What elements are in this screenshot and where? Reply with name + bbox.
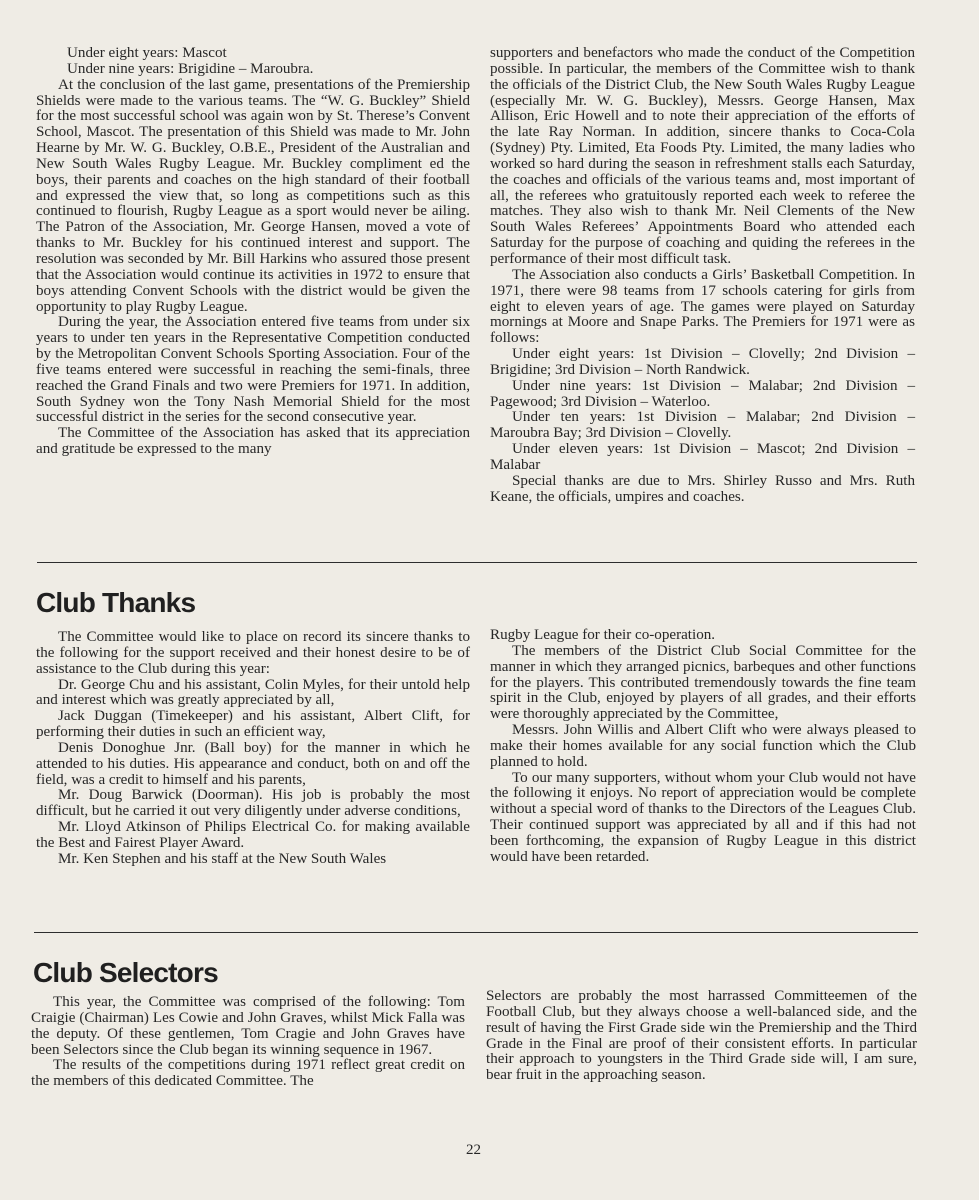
paragraph: The members of the District Club Social Committee for the manner in which they arranged picnics, barbeques and other functions for the players. This contributed tremendously towards the fine team spirit in the Club, enjoyed by players of all grades, and their efforts were thoroughly appreciated by the Committee, [490,642,916,723]
paragraph: Under eight years: Mascot [67,45,227,61]
section-divider [34,932,918,933]
paragraph: Under nine years: 1st Division – Malabar; 2nd Division – Pagewood; 3rd Division – Waterloo. [490,377,915,410]
paragraph: Jack Duggan (Timekeeper) and his assistant, Albert Clift, for performing their duties in such an efficient way, [36,708,470,741]
paragraph: To our many supporters, without whom your Club would not have the following it enjoys. No report of appreciation would be complete without a special word of thanks to the Directors of the Leagues Club. Their continued support was appreciated by all and if this had not been forthcoming, the expansion of Rugby League in this district would have been retarded. [490,769,916,865]
paragraph: Messrs. John Willis and Albert Clift who were always pleased to make their homes available for any social function which the Club planned to hold. [490,722,916,770]
paragraph: During the year, the Association entered five teams from under six years to under ten years in the Representative Competition conducted by the Metropolitan Convent Schools Sporting Association. Four of the five teams entered were successful in reaching the semi-finals, three reached the Grand Finals and two were Premiers for 1971. In addition, South Sydney won the Tony Nash Memorial Shield for the most successful district in the series for the second consecutive year. [36,314,470,426]
page-number: 22 [466,1142,481,1158]
paragraph: The Committee would like to place on record its sincere thanks to the following for the support received and their honest desire to be of assistance to the Club during this year: [36,629,470,677]
paragraph: Under eight years: 1st Division – Clovelly; 2nd Division – Brigidine; 3rd Division – North Randwick. [490,346,915,378]
paragraph: Denis Donoghue Jnr. (Ball boy) for the manner in which he attended to his duties. His appearance and conduct, both on and off the field, was a credit to himself and his parents, [36,739,470,788]
paragraph: The Association also conducts a Girls’ Basketball Competition. In 1971, there were 98 teams from 17 schools catering for girls from eight to eleven years of age. The games were played on Saturday mornings at Moore and Snape Parks. The Premiers for 1971 were as follows: [490,266,915,347]
paragraph: At the conclusion of the last game, presentations of the Premiership Shields were made to the various teams. The “W. G. Buckley” Shield for the most successful school was again won by St. Therese’s Convent School, Mascot. The presentation of this Shield was made to Mr. John Hearne by Mr. W. G. Buckley, O.B.E., President of the Australian and New South Wales Rugby League. Mr. Buckley compliment ed the boys, their parents and coaches on the high standard of their football and expressed the view that, so long as competitions such as this continued to flourish, Rugby League as a sport would never be ailing. The Patron of the Association, Mr. George Hansen, moved a vote of thanks to Mr. Buckley for his continued interest and support. The resolution was seconded by Mr. Bill Harkins who assured those present that the Association would continue its activities in 1972 to ensure that boys attending Convent Schools with the district would be given the opportunity to play Rugby League. [36,76,470,315]
paragraph: Dr. George Chu and his assistant, Colin Myles, for their untold help and interest which was greatly appreciated by all, [36,676,470,709]
club-thanks-heading: Club Thanks [36,587,196,618]
section-divider [37,562,917,563]
paragraph: Selectors are probably the most harrassed Committeemen of the Football Club, but they always choose a well-balanced side, and the result of having the First Grade side win the Premiership and the Third Grade in the Final are proof of their consistent efforts. In particular their approach to youngsters in the Third Grade side will, I am sure, bear fruit in the approaching season. [486,988,917,1084]
paragraph: Mr. Doug Barwick (Doorman). His job is probably the most difficult, but he carried it out very diligently under adverse conditions, [36,787,470,820]
paragraph: Special thanks are due to Mrs. Shirley Russo and Mrs. Ruth Keane, the officials, umpires and coaches. [490,472,915,505]
selectors-left-column [31,995,465,1090]
paragraph: Mr. Lloyd Atkinson of Philips Electrical Co. for making available the Best and Fairest Player Award. [36,819,470,851]
paragraph: Under eleven years: 1st Division – Mascot; 2nd Division – Malabar [490,441,915,473]
association-right-column [490,46,915,505]
association-left-column [36,46,470,458]
paragraph: The Committee of the Association has asked that its appreciation and gratitude be expressed to the many [36,425,470,458]
paragraph: Under ten years: 1st Division – Malabar; 2nd Division – Maroubra Bay; 3rd Division – Clovelly. [490,409,915,442]
paragraph: Rugby League for their co-operation. [490,627,716,643]
thanks-left-column [36,630,470,868]
paragraph: The results of the competitions during 1971 reflect great credit on the members of this dedicated Committee. The [31,1057,465,1090]
thanks-right-column [490,628,916,866]
club-selectors-heading: Club Selectors [33,957,218,988]
selectors-right-column [486,989,917,1084]
paragraph: This year, the Committee was comprised of the following: Tom Craigie (Chairman) Les Cowie and John Graves, whilst Mick Falla was the deputy. Of these gentlemen, Tom Cragie and John Graves have been Selectors since the Club began its winning sequence in 1967. [31,994,465,1058]
paragraph: supporters and benefactors who made the conduct of the Competition possible. In particular, the members of the Committee wish to thank the officials of the District Club, the New South Wales Rugby League (especially Mr. W. G. Buckley), Messrs. George Hansen, Max Allison, Eric Howell and to note their appreciation of the efforts of the late Ray Norman. In addition, sincere thanks to Coca-Cola (Sydney) Pty. Limited, Eta Foods Pty. Limited, the many ladies who worked so hard during the season in refreshment stalls each Saturday, the coaches and officials of the various teams and, most important of all, the referees who gratuitously reported each week to referee the matches. They also wish to thank Mr. Neil Clements of the New South Wales Referees’ Appointments Board who attended each Saturday for the purpose of coaching and quiding the referees in the performance of their most difficult task. [490,45,915,267]
paragraph: Mr. Ken Stephen and his staff at the New South Wales [58,850,387,867]
paragraph: Under nine years: Brigidine – Maroubra. [67,60,314,77]
